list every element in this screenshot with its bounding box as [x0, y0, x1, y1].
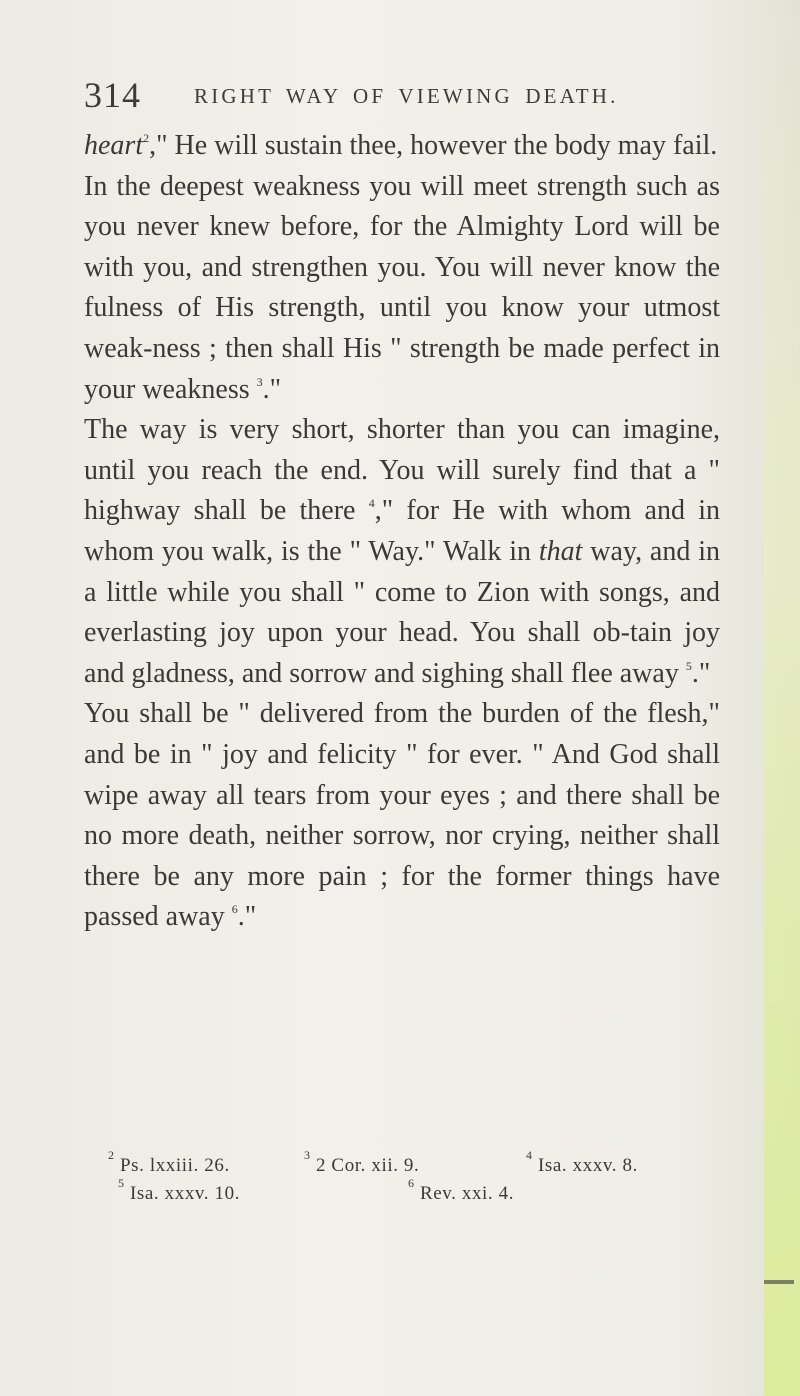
footnote-marker: 6 — [231, 902, 238, 917]
footnote-marker: 5 — [685, 658, 692, 673]
footnote-row — [108, 1148, 728, 1180]
footnote — [118, 1176, 241, 1208]
footnote-text: Isa. xxxv. 10. — [129, 1183, 241, 1204]
paragraph-4 — [84, 694, 720, 938]
footnote — [408, 1176, 515, 1208]
text-run: ." — [262, 373, 282, 405]
text-run: ." — [237, 901, 257, 933]
text-run: The way is very short, shorter than you can imagine, until you reach the end. You will surely find that a " highway shall be there — [84, 414, 720, 527]
text-run: ," He will sustain thee, however the body may fail. — [149, 130, 718, 161]
italic-word: that — [538, 535, 583, 567]
footnote-mark: 2 — [108, 1148, 115, 1162]
footnote — [108, 1148, 230, 1180]
footnotes — [108, 1148, 728, 1208]
footnote-marker: 2 — [143, 131, 150, 145]
footnote-text: 2 Cor. xii. 9. — [315, 1155, 420, 1176]
text-run: In the deepest weakness you will meet strength such as you never knew before, for the Almighty Lord will be with you, and strengthen you. You will never know the fulness of His strength, until you know your utmost weak-ness ; then shall His " strength be made perfect in your weakness — [84, 170, 720, 405]
footnote-mark: 3 — [304, 1148, 311, 1162]
running-title: RIGHT WAY OF VIEWING DEATH. — [194, 84, 619, 108]
text-run: ." — [691, 657, 711, 689]
text-run: You shall be " delivered from the burden of the flesh," and be in " joy and felicity " for ever. " And God shall wipe away all tears from your eyes ; and there shall be no more death, neither sorrow, nor crying, neither shall there be any more pain ; for the former things have passed away — [84, 698, 720, 933]
footnote-marker: 3 — [256, 374, 263, 389]
footnote-text: Ps. lxxiii. 26. — [119, 1155, 230, 1176]
text-run: way, and in a little while you shall " come to Zion with songs, and everlasting joy upon your head. You shall ob-tain joy and gladness, and sorrow and sighing shall flee away — [84, 535, 720, 689]
page-number: 314 — [84, 75, 141, 115]
footnote — [304, 1148, 420, 1180]
footnote-text: Rev. xxi. 4. — [419, 1183, 515, 1204]
running-head — [84, 74, 724, 118]
footnote-marker: 4 — [368, 496, 375, 511]
page-edge-tint — [764, 0, 800, 1396]
paragraph-3 — [84, 410, 720, 694]
footnote-mark: 4 — [526, 1148, 533, 1162]
italic-word: heart — [84, 130, 144, 161]
footnote-mark: 6 — [408, 1176, 415, 1190]
page-edge-mark — [764, 1280, 794, 1284]
footnote-text: Isa. xxxv. 8. — [537, 1155, 638, 1176]
footnote — [526, 1148, 638, 1180]
paragraph-2 — [84, 167, 720, 411]
footnote-row — [108, 1176, 728, 1208]
text-run: ," for He with whom and in whom you walk, is the " Way." Walk in — [84, 495, 720, 567]
footnote-mark: 5 — [118, 1176, 125, 1190]
body-text — [84, 126, 720, 938]
paragraph-1 — [84, 126, 720, 167]
